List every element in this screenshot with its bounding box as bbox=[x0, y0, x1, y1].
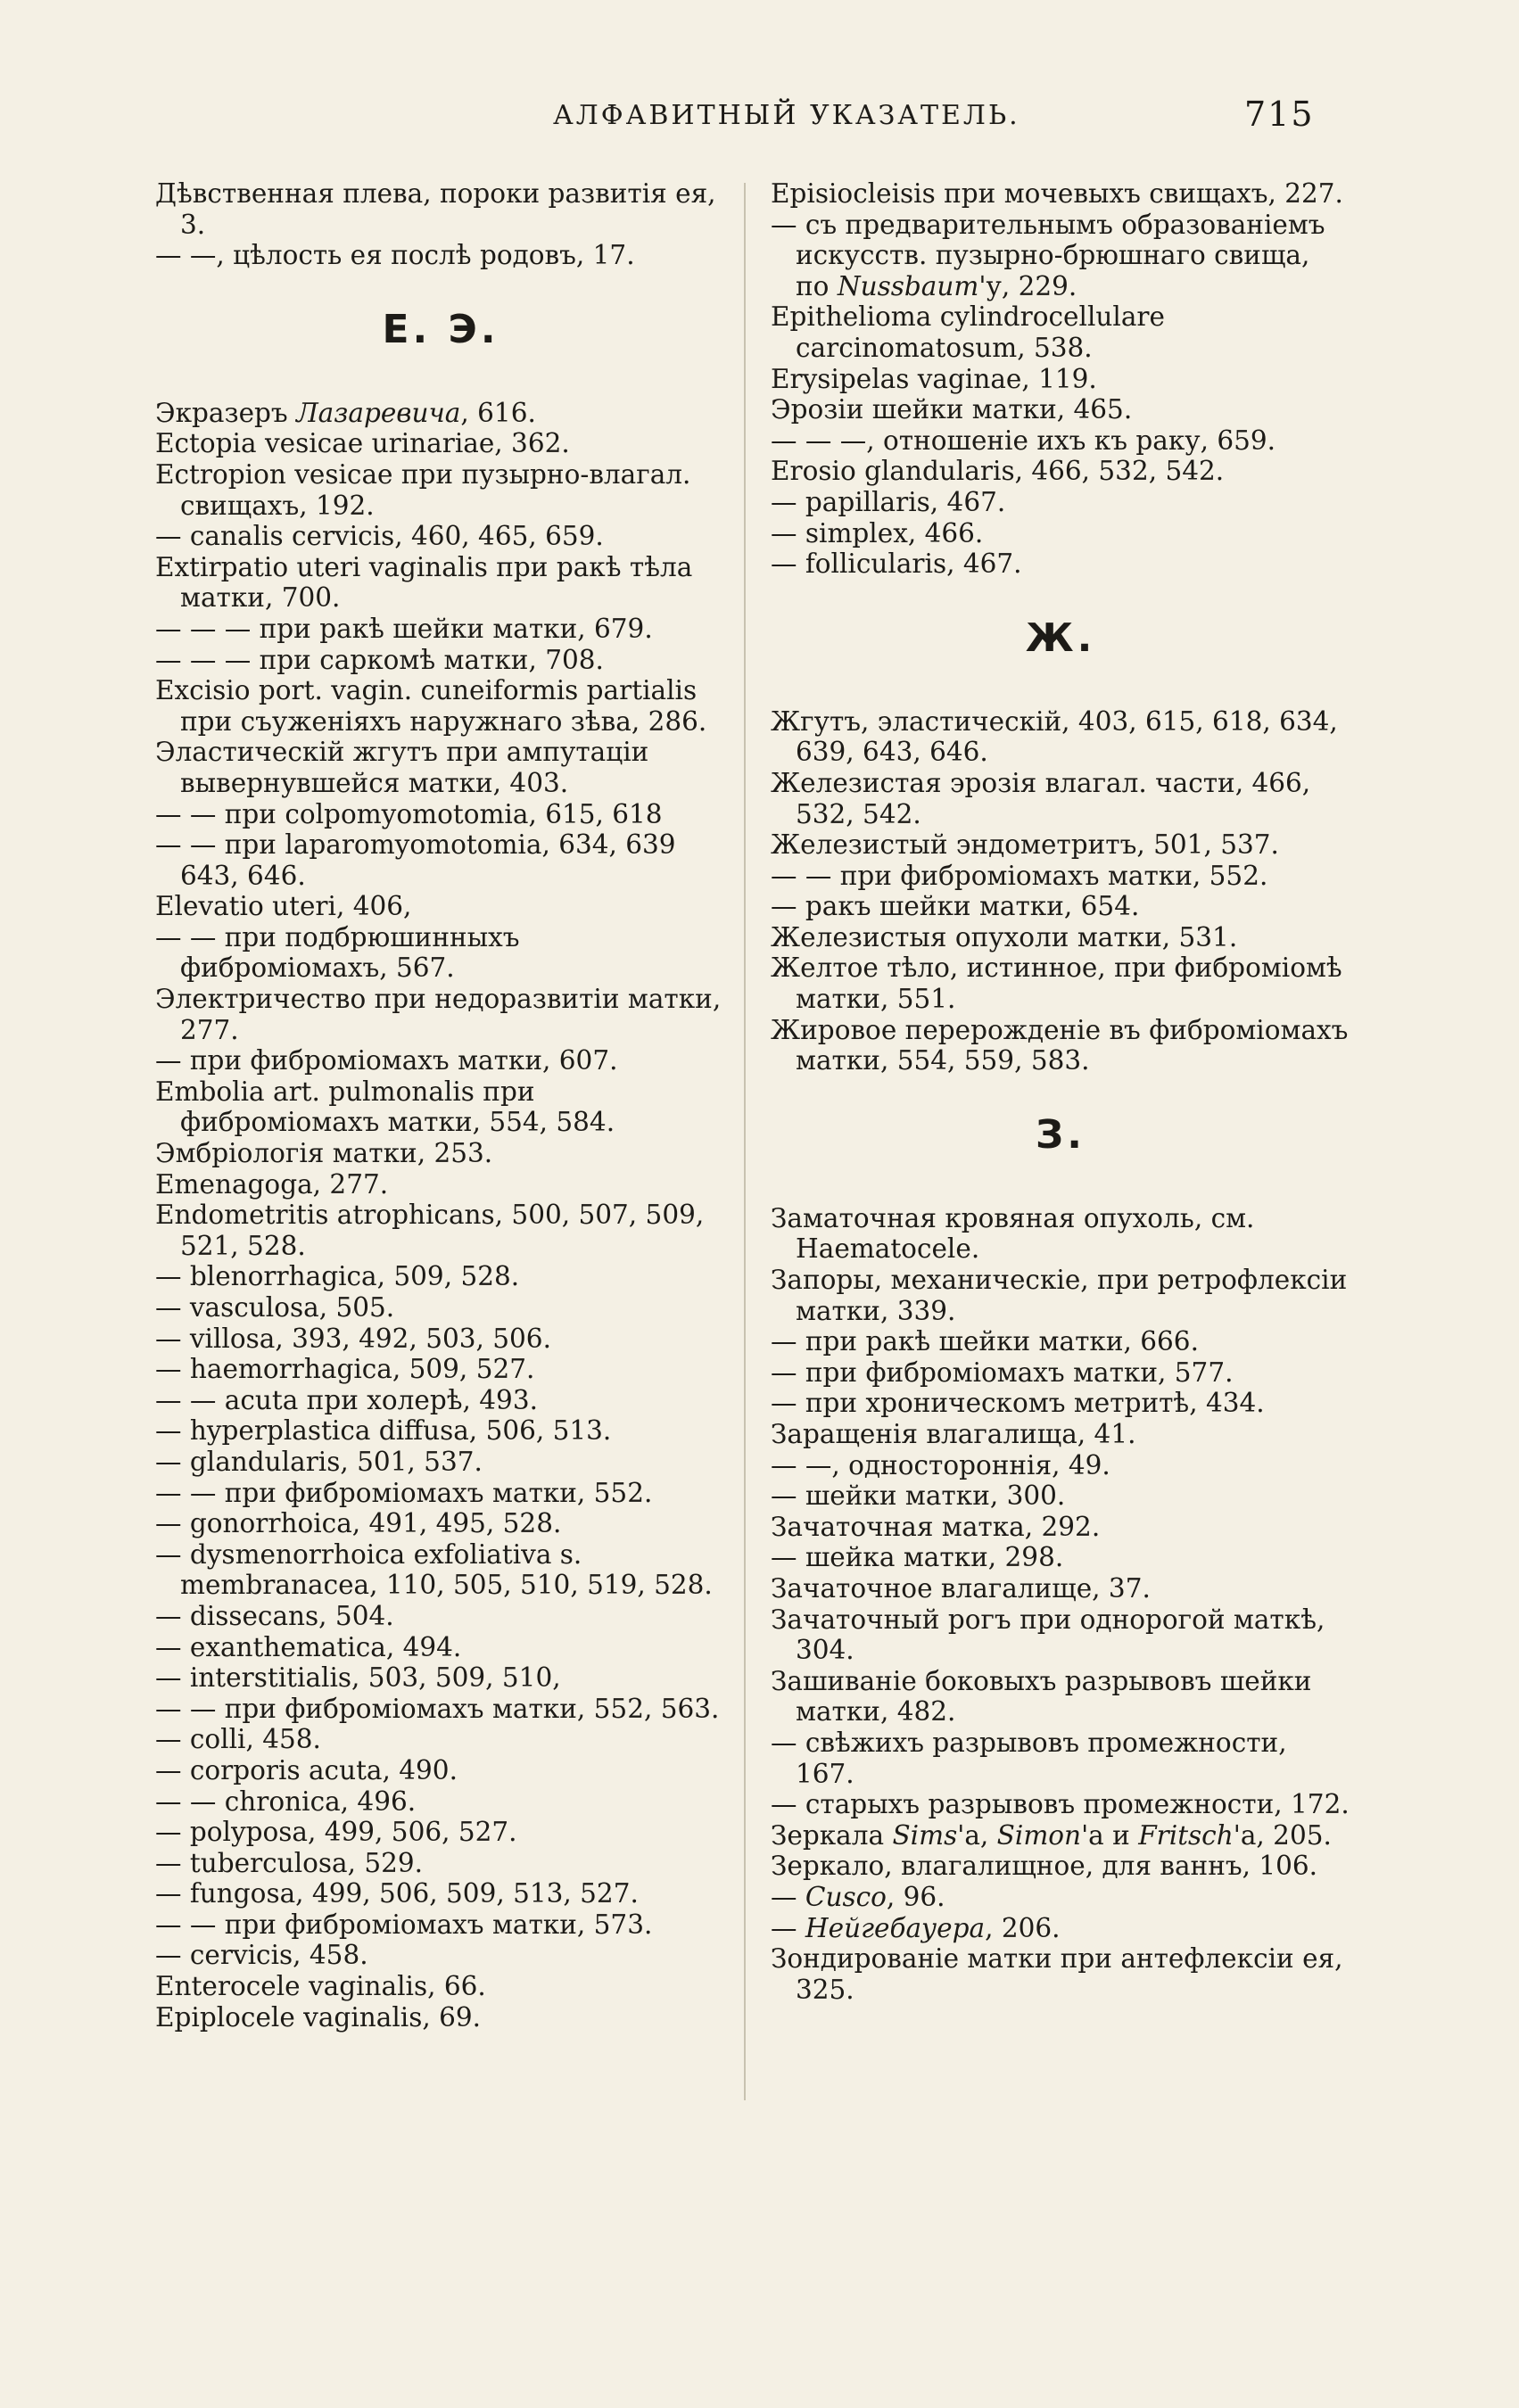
index-entry: Ectropion vesicae при пузырно-влагал. свищахъ, 192. bbox=[155, 458, 691, 521]
running-head: АЛФАВИТНЫЙ УКАЗАТЕЛЬ. bbox=[553, 100, 1020, 131]
index-entry: Emenagoga, 277. bbox=[155, 1168, 389, 1200]
index-entry: Железистый эндометритъ, 501, 537. bbox=[771, 829, 1279, 861]
index-entry: — papillaris, 467. bbox=[771, 486, 1006, 517]
index-entry: Железистыя опухоли матки, 531. bbox=[771, 921, 1238, 952]
index-entry: Жгутъ, эластическій, 403, 615, 618, 634, 639, 643, 646. bbox=[771, 705, 1338, 768]
index-entry: — dysmenorrhoica exfoliativa s. membranacea, 110, 505, 510, 519, 528. bbox=[155, 1538, 713, 1601]
index-entry: — старыхъ разрывовъ промежности, 172. bbox=[771, 1789, 1350, 1820]
index-entry bbox=[771, 1882, 1350, 1913]
index-entry: — fungosa, 499, 506, 509, 513, 527. bbox=[155, 1878, 639, 1909]
index-entry: Зондированіе матки при антефлексіи ея, 325. bbox=[771, 1943, 1343, 2005]
index-entry-italic-name: Лазаревича bbox=[296, 397, 461, 428]
index-entry: Заращенія влагалища, 41. bbox=[771, 1419, 1136, 1449]
index-entry-text: 'a, bbox=[957, 1819, 997, 1851]
index-entry-italic-name: Cusco bbox=[805, 1881, 887, 1912]
index-entry: — colli, 458. bbox=[155, 1724, 321, 1755]
index-entry: — — acuta при холерѣ, 493. bbox=[155, 1384, 538, 1415]
index-entry: — — — при саркомѣ матки, 708. bbox=[155, 644, 604, 675]
index-entry: Elevatio uteri, 406, bbox=[155, 891, 412, 922]
index-entry-italic-name: Нейгебауера bbox=[805, 1912, 986, 1943]
index-entry: — при фиброміомахъ матки, 607. bbox=[155, 1045, 618, 1076]
index-entry bbox=[771, 1913, 1350, 1944]
section-letter-heading: З. bbox=[1036, 1111, 1086, 1158]
index-entry-text: 'у, 229. bbox=[978, 270, 1077, 301]
index-entry: — — chronica, 496. bbox=[155, 1785, 417, 1817]
index-entry: Excisio port. vagin. cuneiformis partialis при съуженіяхъ наружнаго зѣва, 286. bbox=[155, 675, 707, 737]
index-entry: — шейка матки, 298. bbox=[771, 1542, 1064, 1573]
index-entry: — — при подбрюшинныхъ фиброміомахъ, 567. bbox=[155, 921, 520, 984]
index-entry: — glandularis, 501, 537. bbox=[155, 1446, 483, 1477]
index-entry: Epiplocele vaginalis, 69. bbox=[155, 2001, 482, 2033]
index-entry-italic-name: Nussbaum bbox=[837, 270, 979, 301]
index-entry: — polyposa, 499, 506, 527. bbox=[155, 1817, 517, 1848]
index-entry: Epithelioma cylindrocellulare carcinomatosum, 538. bbox=[771, 301, 1165, 363]
index-column-right bbox=[771, 178, 1350, 2005]
index-entry: — simplex, 466. bbox=[771, 517, 984, 548]
index-entry: — follicularis, 467. bbox=[771, 548, 1022, 580]
index-entry: — — при фиброміомахъ матки, 552, 563. bbox=[155, 1693, 720, 1724]
index-entry: Зеркало, влагалищное, для ваннъ, 106. bbox=[771, 1851, 1318, 1882]
index-entry-text: Зеркала bbox=[771, 1819, 893, 1851]
index-entry-text: — bbox=[771, 1912, 805, 1943]
index-entry: — — при фиброміомахъ матки, 573. bbox=[155, 1909, 653, 1940]
index-entry: Желтое тѣло, истинное, при фиброміомѣ матки, 551. bbox=[771, 952, 1342, 1015]
index-entry: Зашиваніе боковыхъ разрывовъ шейки матки, 482. bbox=[771, 1665, 1312, 1728]
index-entry: Enterocele vaginalis, 66. bbox=[155, 1971, 486, 2002]
index-entry: — — при colpomyomotomia, 615, 618 bbox=[155, 798, 663, 829]
index-entry: — vasculosa, 505. bbox=[155, 1292, 395, 1323]
index-entry: Ectopia vesicae urinariae, 362. bbox=[155, 428, 570, 459]
index-entry bbox=[771, 1820, 1350, 1851]
index-entry: Железистая эрозія влагал. части, 466, 532, 542. bbox=[771, 767, 1311, 829]
index-entry: — —, одностороннія, 49. bbox=[771, 1449, 1110, 1480]
index-entry: Жировое перерожденіе въ фиброміомахъ матки, 554, 559, 583. bbox=[771, 1014, 1349, 1076]
index-entry: Erysipelas vaginae, 119. bbox=[771, 363, 1097, 394]
index-entry: Episiocleisis при мочевыхъ свищахъ, 227. bbox=[771, 178, 1343, 209]
index-entry: — interstitialis, 503, 509, 510, bbox=[155, 1662, 561, 1694]
index-entry: — — при laparomyomotomia, 634, 639 643, 646. bbox=[155, 829, 676, 891]
index-entry: — exanthematica, 494. bbox=[155, 1631, 462, 1662]
index-entry: — hyperplastica diffusa, 506, 513. bbox=[155, 1415, 612, 1447]
index-entry: Дѣвственная плева, пороки развитія ея, 3. bbox=[155, 178, 716, 240]
index-entry: — blenorrhagica, 509, 528. bbox=[155, 1261, 520, 1292]
index-entry: — villosa, 393, 492, 503, 506. bbox=[155, 1323, 551, 1354]
index-entry: — при ракѣ шейки матки, 666. bbox=[771, 1326, 1199, 1357]
index-entry-text: , 206. bbox=[985, 1912, 1061, 1943]
index-entry-text: — съ предварительнымъ образованіемъ искусств. пузырно-брюшнаго свища, по bbox=[771, 209, 1325, 301]
section-letter-heading: Е. Э. bbox=[382, 306, 499, 352]
index-entry: — ракъ шейки матки, 654. bbox=[771, 891, 1140, 922]
index-entry: Extirpatio uteri vaginalis при ракѣ тѣла матки, 700. bbox=[155, 551, 693, 614]
index-entry-italic-name: Fritsch bbox=[1138, 1819, 1234, 1851]
index-entry: — dissecans, 504. bbox=[155, 1600, 394, 1631]
index-entry: Зачаточный рогъ при однорогой маткѣ, 304. bbox=[771, 1604, 1325, 1666]
index-entry: — свѣжихъ разрывовъ промежности, 167. bbox=[771, 1727, 1287, 1789]
index-column-left bbox=[155, 178, 726, 2033]
index-entry: Зачаточная матка, 292. bbox=[771, 1511, 1101, 1542]
index-entry: — gonorrhoica, 491, 495, 528. bbox=[155, 1508, 562, 1539]
index-entry: Embolia art. pulmonalis при фиброміомахъ матки, 554, 584. bbox=[155, 1076, 615, 1138]
index-entry: — tuberculosa, 529. bbox=[155, 1847, 424, 1878]
index-entry: — cervicis, 458. bbox=[155, 1940, 368, 1971]
index-entry: — — —, отношеніе ихъ къ раку, 659. bbox=[771, 425, 1276, 456]
index-entry-text: 'a, 205. bbox=[1233, 1819, 1332, 1851]
index-entry bbox=[155, 398, 726, 429]
index-entry-text: , 96. bbox=[886, 1881, 945, 1912]
index-entry-text: , 616. bbox=[460, 397, 536, 428]
index-entry: Электричество при недоразвитіи матки, 277. bbox=[155, 984, 722, 1045]
index-entry: — canalis cervicis, 460, 465, 659. bbox=[155, 521, 604, 552]
index-entry: — — — при ракѣ шейки матки, 679. bbox=[155, 613, 653, 644]
column-divider bbox=[744, 183, 746, 2100]
index-entry: — — при фиброміомахъ матки, 552. bbox=[771, 860, 1268, 891]
index-entry bbox=[771, 210, 1350, 302]
index-entry-text: — bbox=[771, 1881, 805, 1912]
index-entry: Эрозіи шейки матки, 465. bbox=[771, 394, 1133, 425]
index-entry: Endometritis atrophicans, 500, 507, 509, 521, 528. bbox=[155, 1200, 705, 1261]
index-entry: Запоры, механическіе, при ретрофлексіи матки, 339. bbox=[771, 1265, 1348, 1326]
index-entry: — corporis acuta, 490. bbox=[155, 1754, 458, 1785]
index-entry: — шейки матки, 300. bbox=[771, 1480, 1066, 1512]
index-entry: — при фиброміомахъ матки, 577. bbox=[771, 1357, 1234, 1388]
index-entry: Зачаточное влагалище, 37. bbox=[771, 1572, 1151, 1604]
index-entry: Эластическій жгутъ при ампутаціи вывернувшейся матки, 403. bbox=[155, 737, 649, 798]
index-entry: — — при фиброміомахъ матки, 552. bbox=[155, 1477, 653, 1508]
index-entry-italic-name: Simon bbox=[996, 1819, 1082, 1851]
index-entry-text: 'a и bbox=[1081, 1819, 1139, 1851]
index-entry-text: Экразеръ bbox=[155, 397, 297, 428]
page-number: 715 bbox=[1244, 95, 1315, 134]
index-entry: — при хроническомъ метритѣ, 434. bbox=[771, 1388, 1265, 1419]
index-entry: Эмбріологія матки, 253. bbox=[155, 1138, 493, 1169]
index-entry: Заматочная кровяная опухоль, см. Haematocele. bbox=[771, 1202, 1255, 1265]
index-entry: — haemorrhagica, 509, 527. bbox=[155, 1354, 535, 1385]
section-letter-heading: Ж. bbox=[1025, 614, 1096, 661]
index-entry-italic-name: Sims bbox=[892, 1819, 958, 1851]
index-entry: — —, цѣлость ея послѣ родовъ, 17. bbox=[155, 240, 635, 271]
index-entry: Erosio glandularis, 466, 532, 542. bbox=[771, 456, 1225, 487]
